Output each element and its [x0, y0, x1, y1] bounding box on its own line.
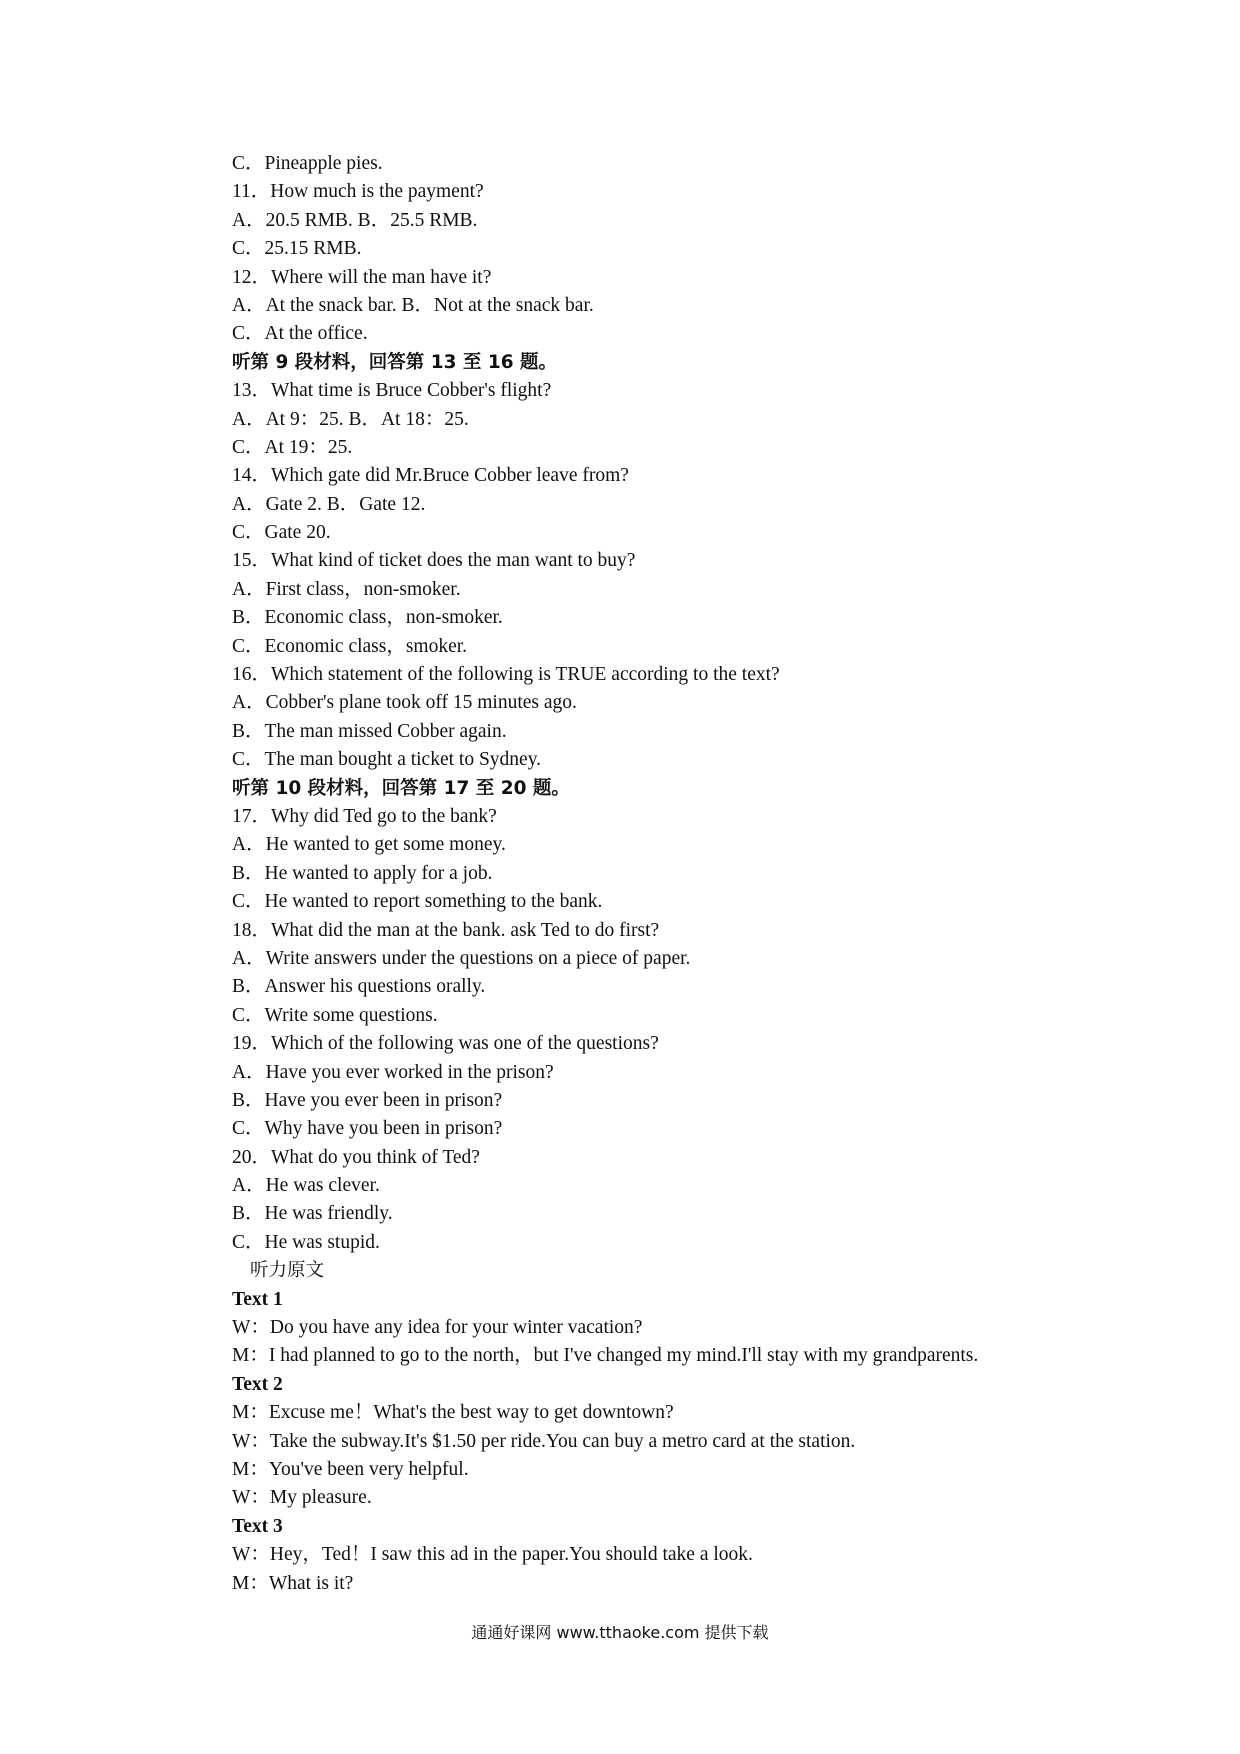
text-line: C．Why have you been in prison? [232, 1118, 503, 1140]
text-line: C．Gate 20. [232, 522, 331, 544]
section-instruction: 听第 10 段材料，回答第 17 至 20 题。 [232, 777, 570, 799]
text-line: C．The man bought a ticket to Sydney. [232, 749, 542, 771]
text-line: A．Cobber's plane took off 15 minutes ago. [232, 692, 577, 714]
text-line: 13．What time is Bruce Cobber's flight? [232, 380, 552, 402]
document-body [232, 150, 1132, 1598]
text-line: C．He wanted to report something to the bank. [232, 891, 603, 913]
text-line: M：You've been very helpful. [232, 1458, 469, 1480]
text-line: M：What is it? [232, 1572, 354, 1594]
text-line: C．25.15 RMB. [232, 238, 362, 260]
text-line: M：Excuse me！What's the best way to get downtown? [232, 1402, 674, 1424]
text-line: C．Pineapple pies. [232, 153, 383, 174]
text-line: C．Write some questions. [232, 1004, 438, 1026]
text-line: W：Hey，Ted！I saw this ad in the paper.You should take a look. [232, 1544, 753, 1566]
text-line: A．At the snack bar. B．Not at the snack bar. [232, 294, 594, 316]
text-line: M：I had planned to go to the north，but I've changed my mind.I'll stay with my grandparents. [232, 1345, 979, 1367]
text-line: A．He wanted to get some money. [232, 834, 506, 856]
text-line: 18．What did the man at the bank. ask Ted to do first? [232, 919, 660, 941]
text-line: B．The man missed Cobber again. [232, 720, 507, 742]
text-heading: Text 1 [232, 1288, 283, 1310]
text-line: 14．Which gate did Mr.Bruce Cobber leave from? [232, 465, 629, 487]
text-line: A．Gate 2. B．Gate 12. [232, 493, 426, 515]
text-line: A．First class，non-smoker. [232, 578, 461, 600]
text-line: 19．Which of the following was one of the questions? [232, 1033, 659, 1055]
text-line: A．He was clever. [232, 1175, 380, 1197]
text-line: B．He wanted to apply for a job. [232, 862, 493, 884]
text-line: 20．What do you think of Ted? [232, 1146, 480, 1168]
text-line: W：Take the subway.It's $1.50 per ride.You can buy a metro card at the station. [232, 1430, 856, 1452]
text-line: C．At the office. [232, 323, 368, 345]
page-footer: 通通好课网 www.tthaoke.com 提供下载 [471, 1623, 769, 1642]
text-line: 16．Which statement of the following is TRUE according to the text? [232, 664, 780, 686]
text-heading: Text 3 [232, 1515, 283, 1537]
text-line: B．Economic class，non-smoker. [232, 607, 503, 629]
text-line: 11．How much is the payment? [232, 181, 484, 203]
text-line: C．He was stupid. [232, 1231, 380, 1253]
text-line: B．Have you ever been in prison? [232, 1089, 503, 1111]
transcript-title: 听力原文 [250, 1260, 325, 1282]
text-line: C．Economic class，smoker. [232, 635, 468, 657]
text-line: W：Do you have any idea for your winter vacation? [232, 1317, 643, 1339]
text-line: C．At 19：25. [232, 436, 353, 458]
text-line: A．Have you ever worked in the prison? [232, 1061, 554, 1083]
text-line: W：My pleasure. [232, 1487, 372, 1509]
text-line: 17．Why did Ted go to the bank? [232, 805, 497, 827]
text-line: B．He was friendly. [232, 1203, 393, 1225]
text-heading: Text 2 [232, 1373, 283, 1395]
text-line: 12．Where will the man have it? [232, 266, 492, 288]
text-line: 15．What kind of ticket does the man want to buy? [232, 550, 636, 572]
text-line: B．Answer his questions orally. [232, 976, 486, 998]
text-line: A．At 9：25. B．At 18：25. [232, 408, 469, 430]
section-instruction: 听第 9 段材料，回答第 13 至 16 题。 [232, 351, 558, 373]
text-line: A．20.5 RMB. B．25.5 RMB. [232, 209, 478, 231]
text-line: A．Write answers under the questions on a piece of paper. [232, 947, 691, 969]
